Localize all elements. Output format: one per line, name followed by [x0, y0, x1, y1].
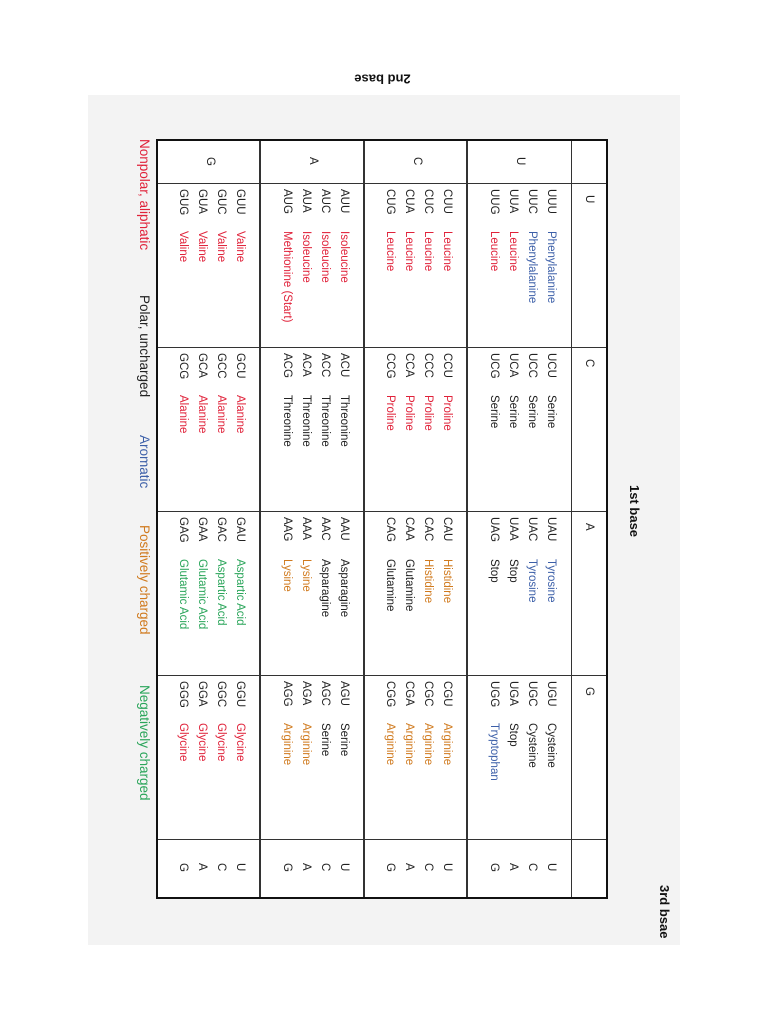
codon-caa: CAA [403, 517, 416, 541]
codon-cga: CGA [403, 681, 416, 706]
amino-acid: Arginine [384, 723, 397, 766]
amino-acid: Isoleucine [338, 231, 350, 283]
row-divider [260, 141, 262, 897]
amino-acid: Leucine [403, 231, 416, 272]
third-base-g: G [281, 863, 293, 872]
rotated-content [88, 71, 680, 945]
row-divider [467, 141, 469, 897]
amino-acid: Glutamic Acid [177, 559, 190, 630]
amino-acid: Cysteine [526, 723, 538, 768]
second-base-label: 2nd base [354, 71, 411, 87]
codon-cau: CAU [441, 517, 454, 542]
amino-acid: Threonine [338, 395, 350, 447]
codon-aga: AGA [300, 681, 312, 706]
column-divider [158, 511, 606, 512]
amino-acid: Proline [403, 395, 416, 431]
codon-cuu: CUU [441, 189, 454, 214]
third-base-g: G [384, 863, 397, 872]
legend-positive: Positively charged [137, 525, 152, 635]
amino-acid: Arginine [403, 723, 416, 766]
third-base-c: C [319, 863, 331, 872]
codon-aau: AAU [338, 517, 350, 541]
amino-acid: Proline [384, 395, 397, 431]
codon-uga: UGA [507, 681, 519, 706]
first-base-label: 1st base [627, 485, 642, 538]
codon-acu: ACU [338, 353, 350, 378]
codon-ugu: UGU [545, 681, 557, 707]
amino-acid: Alanine [177, 395, 190, 434]
codon-cag: CAG [384, 517, 397, 542]
codon-uua: UUA [507, 189, 519, 214]
row-header-g: G [203, 157, 216, 166]
header-divider [571, 141, 572, 897]
third-base-a: A [196, 863, 209, 871]
amino-acid: Leucine [488, 231, 500, 272]
amino-acid: Glycine [234, 723, 247, 762]
codon-ggg: GGG [177, 681, 190, 708]
codon-acg: ACG [281, 353, 293, 378]
codon-ugc: UGC [526, 681, 538, 707]
amino-acid: Glutamine [403, 559, 416, 612]
codon-cua: CUA [403, 189, 416, 214]
amino-acid: Glutamine [384, 559, 397, 612]
amino-acid: Alanine [215, 395, 228, 434]
codon-aug: AUG [281, 189, 293, 214]
codon-agg: AGG [281, 681, 293, 707]
amino-acid: Proline [441, 395, 454, 431]
amino-acid: Proline [422, 395, 435, 431]
amino-acid: Valine [177, 231, 190, 263]
codon-uuu: UUU [545, 189, 557, 214]
codon-gau: GAU [234, 517, 247, 542]
amino-acid: Cysteine [545, 723, 557, 768]
codon-ccu: CCU [441, 353, 454, 378]
amino-acid: Serine [319, 723, 331, 757]
amino-acid: Asparagine [319, 559, 331, 618]
third-base-u: U [441, 863, 454, 872]
column-header-u: U [583, 195, 595, 204]
amino-acid: Arginine [422, 723, 435, 766]
codon-acc: ACC [319, 353, 331, 378]
row-header-a: A [307, 157, 320, 165]
codon-gac: GAC [215, 517, 228, 542]
codon-gcg: GCG [177, 353, 190, 380]
codon-gca: GCA [196, 353, 209, 378]
amino-acid: Leucine [507, 231, 519, 272]
amino-acid: Serine [545, 395, 557, 429]
amino-acid: Serine [526, 395, 538, 429]
third-base-g: G [488, 863, 500, 872]
amino-acid: Stop [488, 559, 500, 583]
amino-acid: Phenylalanine [545, 231, 557, 304]
third-base-g: G [177, 863, 190, 872]
amino-acid: Arginine [441, 723, 454, 766]
codon-cuc: CUC [422, 189, 435, 214]
codon-cug: CUG [384, 189, 397, 215]
codon-uau: UAU [545, 517, 557, 542]
amino-acid: Stop [507, 723, 519, 747]
amino-acid: Tryptophan [488, 723, 500, 781]
codon-auu: AUU [338, 189, 350, 214]
codon-agu: AGU [338, 681, 350, 706]
codon-aag: AAG [281, 517, 293, 542]
third-base-c: C [215, 863, 228, 872]
amino-acid: Valine [196, 231, 209, 263]
codon-aaa: AAA [300, 517, 312, 541]
amino-acid: Alanine [234, 395, 247, 434]
amino-acid: Leucine [422, 231, 435, 272]
column-header-c: C [583, 359, 595, 368]
legend-nonpolar: Nonpolar, aliphatic [137, 139, 152, 251]
third-base-u: U [338, 863, 350, 872]
amino-acid: Arginine [300, 723, 312, 766]
third-base-a: A [403, 863, 416, 871]
amino-acid: Serine [338, 723, 350, 757]
row-header-c: C [410, 157, 423, 166]
amino-acid: Threonine [300, 395, 312, 447]
codon-uug: UUG [488, 189, 500, 215]
amino-acid: Glycine [177, 723, 190, 762]
codon-uag: UAG [488, 517, 500, 542]
amino-acid: Threonine [281, 395, 293, 447]
amino-acid: Alanine [196, 395, 209, 434]
column-divider [158, 183, 606, 184]
codon-cac: CAC [422, 517, 435, 542]
codon-cgg: CGG [384, 681, 397, 708]
third-base-u: U [545, 863, 557, 872]
row-divider [363, 141, 365, 897]
third-base-label: 3rd bsae [657, 885, 672, 939]
amino-acid: Isoleucine [319, 231, 331, 283]
amino-acid: Valine [215, 231, 228, 263]
third-base-c: C [526, 863, 538, 872]
codon-ugg: UGG [488, 681, 500, 708]
amino-acid: Arginine [281, 723, 293, 766]
amino-acid: Aspartic Acid [215, 559, 228, 626]
codon-ccg: CCG [384, 353, 397, 379]
amino-acid: Aspartic Acid [234, 559, 247, 626]
amino-acid: Stop [507, 559, 519, 583]
codon-ucg: UCG [488, 353, 500, 379]
codon-table [156, 139, 608, 899]
codon-gug: GUG [177, 189, 190, 216]
codon-gaa: GAA [196, 517, 209, 542]
third-base-u: U [234, 863, 247, 872]
codon-cgc: CGC [422, 681, 435, 707]
column-header-a: A [583, 523, 595, 531]
amino-acid: Asparagine [338, 559, 350, 618]
codon-uaa: UAA [507, 517, 519, 541]
codon-gga: GGA [196, 681, 209, 707]
row-header-u: U [514, 157, 527, 166]
amino-acid: Histidine [422, 559, 435, 604]
column-divider [158, 347, 606, 348]
document-page [88, 71, 680, 945]
amino-acid: Isoleucine [300, 231, 312, 283]
column-divider [158, 839, 606, 840]
legend-polar: Polar, uncharged [137, 295, 152, 398]
codon-ucu: UCU [545, 353, 557, 378]
column-divider [158, 675, 606, 676]
codon-agc: AGC [319, 681, 331, 706]
codon-uca: UCA [507, 353, 519, 378]
codon-gcc: GCC [215, 353, 228, 379]
third-base-c: C [422, 863, 435, 872]
amino-acid: Histidine [441, 559, 454, 604]
codon-guu: GUU [234, 189, 247, 215]
amino-acid: Tyrosine [526, 559, 538, 603]
codon-cca: CCA [403, 353, 416, 378]
amino-acid: Lysine [300, 559, 312, 592]
codon-ccc: CCC [422, 353, 435, 378]
codon-aua: AUA [300, 189, 312, 213]
codon-uuc: UUC [526, 189, 538, 214]
amino-acid: Glutamic Acid [196, 559, 209, 630]
column-header-g: G [583, 687, 595, 696]
third-base-a: A [300, 863, 312, 871]
codon-gag: GAG [177, 517, 190, 543]
amino-acid: Serine [507, 395, 519, 429]
amino-acid: Tyrosine [545, 559, 557, 603]
codon-ggc: GGC [215, 681, 228, 708]
codon-aca: ACA [300, 353, 312, 377]
codon-cgu: CGU [441, 681, 454, 707]
amino-acid: Glycine [196, 723, 209, 762]
amino-acid: Leucine [441, 231, 454, 272]
amino-acid: Phenylalanine [526, 231, 538, 304]
amino-acid: Valine [234, 231, 247, 263]
amino-acid: Lysine [281, 559, 293, 592]
amino-acid: Methionine (Start) [281, 231, 293, 323]
third-base-a: A [507, 863, 519, 871]
legend-negative: Negatively charged [137, 685, 152, 801]
codon-gua: GUA [196, 189, 209, 214]
legend-aromatic: Aromatic [137, 435, 152, 489]
codon-gcu: GCU [234, 353, 247, 379]
amino-acid: Serine [488, 395, 500, 429]
codon-aac: AAC [319, 517, 331, 541]
codon-ggu: GGU [234, 681, 247, 708]
codon-auc: AUC [319, 189, 331, 214]
amino-acid: Threonine [319, 395, 331, 447]
codon-guc: GUC [215, 189, 228, 215]
codon-uac: UAC [526, 517, 538, 542]
codon-ucc: UCC [526, 353, 538, 378]
amino-acid: Leucine [384, 231, 397, 272]
amino-acid: Glycine [215, 723, 228, 762]
